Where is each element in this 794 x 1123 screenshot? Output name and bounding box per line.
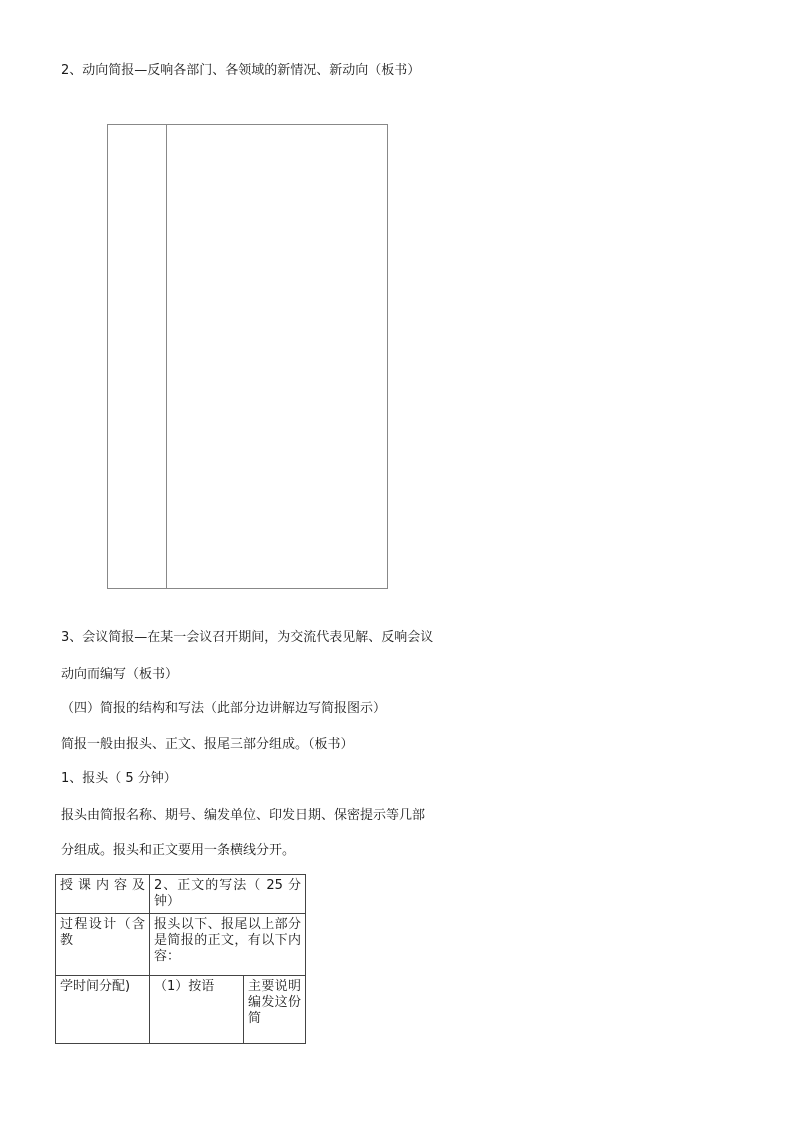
table-cell-body-desc: 报头以下、报尾以上部分是简报的正文，有以下内容：	[150, 914, 306, 976]
masthead-desc-line-1: 报头由简报名称、期号、编发单位、印发日期、保密提示等几部	[61, 808, 426, 823]
masthead-desc-line-2: 分组成。报头和正文要用一条横线分开。	[61, 843, 296, 858]
table-cell-body-writing: 2、正文的写法（ 25 分钟）	[150, 875, 306, 914]
table-cell-time-allocation: 学时间分配)	[56, 976, 150, 1044]
masthead-heading: 1、报头（ 5 分钟）	[61, 771, 177, 786]
box-divider-line	[166, 125, 167, 588]
structure-section-title: （四）简报的结构和写法（此部分边讲解边写简报图示）	[61, 701, 387, 716]
section-heading-dynamic-brief: 2、动向简报—反响各部门、各领域的新情况、新动向（板书）	[61, 63, 421, 78]
table-cell-note-desc: 主要说明编发这份简	[244, 976, 306, 1044]
table-row	[56, 914, 306, 976]
blank-diagram-box	[107, 124, 388, 589]
structure-intro: 简报一般由报头、正文、报尾三部分组成。（板书）	[61, 737, 354, 752]
table-row	[56, 976, 306, 1044]
table-cell-process-design: 过程设计（含教	[56, 914, 150, 976]
lesson-plan-table	[55, 874, 306, 1044]
table-cell-note-label: （1）按语	[150, 976, 244, 1044]
table-cell-course-content: 授课内容及	[56, 875, 150, 914]
meeting-brief-line-2: 动向而编写（板书）	[61, 667, 179, 682]
table-row	[56, 875, 306, 914]
meeting-brief-line-1: 3、会议简报—在某一会议召开期间，为交流代表见解、反响会议	[61, 630, 434, 645]
